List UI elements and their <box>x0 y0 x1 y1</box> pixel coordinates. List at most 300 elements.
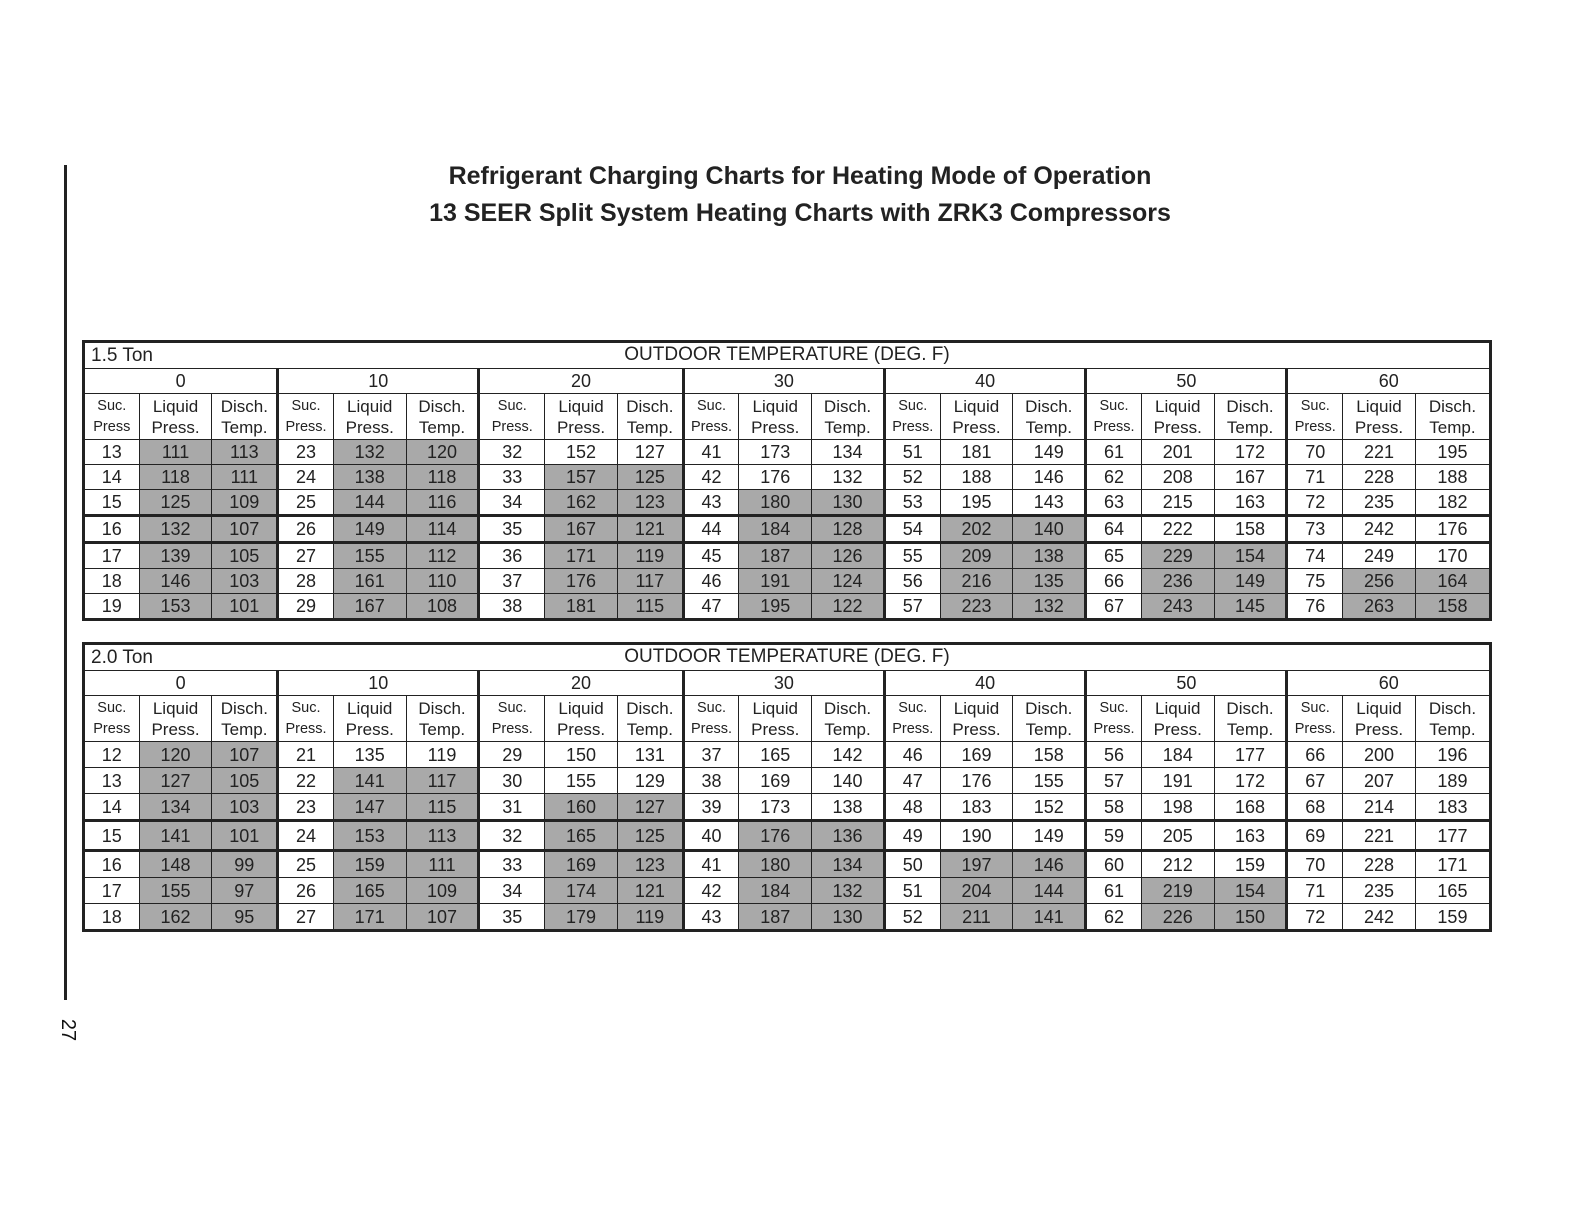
table-row <box>84 440 1491 465</box>
liquid-pressure-cell: 207 <box>1343 768 1416 794</box>
suction-pressure-cell: 52 <box>884 904 940 931</box>
column-header-row <box>84 696 1491 742</box>
liquid-pressure-cell: 171 <box>545 543 618 569</box>
discharge-temp-cell: 108 <box>406 594 479 620</box>
liquid-pressure-cell: 179 <box>545 904 618 931</box>
discharge-temp-cell: 146 <box>1013 465 1086 490</box>
liquid-pressure-cell: 221 <box>1343 440 1416 465</box>
header-line: Temp. <box>1226 719 1274 739</box>
liquid-pressure-header <box>1343 394 1416 440</box>
discharge-temp-cell: 107 <box>212 742 278 768</box>
liquid-pressure-cell: 191 <box>739 569 812 594</box>
liquid-pressure-cell: 181 <box>940 440 1013 465</box>
discharge-temp-cell: 144 <box>1013 878 1086 904</box>
suction-pressure-cell: 51 <box>884 878 940 904</box>
liquid-pressure-cell: 165 <box>545 821 618 851</box>
discharge-temp-cell: 159 <box>1415 904 1490 931</box>
discharge-temp-cell: 124 <box>812 569 885 594</box>
liquid-pressure-cell: 181 <box>545 594 618 620</box>
suction-pressure-cell: 31 <box>479 794 545 821</box>
liquid-pressure-cell: 180 <box>739 851 812 878</box>
discharge-temp-cell: 97 <box>212 878 278 904</box>
header-line: Disch. <box>418 698 466 718</box>
header-line: Suc. <box>1300 397 1330 414</box>
header-line: Suc. <box>898 699 928 716</box>
liquid-pressure-cell: 180 <box>739 490 812 516</box>
temperature-group-header: 40 <box>884 369 1085 394</box>
suction-pressure-cell: 67 <box>1287 768 1343 794</box>
suction-pressure-cell: 41 <box>683 851 739 878</box>
liquid-pressure-cell: 138 <box>333 465 406 490</box>
suction-pressure-header <box>84 696 140 742</box>
temperature-group-header: 0 <box>84 369 278 394</box>
liquid-pressure-cell: 228 <box>1343 465 1416 490</box>
suction-pressure-cell: 38 <box>683 768 739 794</box>
header-line: Liquid <box>347 698 393 718</box>
suction-pressure-cell: 23 <box>278 440 334 465</box>
liquid-pressure-cell: 159 <box>333 851 406 878</box>
suction-pressure-header <box>683 696 739 742</box>
table-row <box>84 594 1491 620</box>
discharge-temp-cell: 121 <box>617 878 683 904</box>
discharge-temp-cell: 163 <box>1214 821 1287 851</box>
discharge-temp-cell: 129 <box>617 768 683 794</box>
liquid-pressure-cell: 190 <box>940 821 1013 851</box>
table-row <box>84 465 1491 490</box>
discharge-temp-cell: 132 <box>812 878 885 904</box>
suction-pressure-cell: 47 <box>683 594 739 620</box>
suction-pressure-cell: 51 <box>884 440 940 465</box>
liquid-pressure-cell: 184 <box>739 516 812 543</box>
table-row <box>84 516 1491 543</box>
discharge-temp-header <box>1214 696 1287 742</box>
suction-pressure-cell: 63 <box>1086 490 1142 516</box>
liquid-pressure-cell: 183 <box>940 794 1013 821</box>
suction-pressure-header <box>1287 394 1343 440</box>
suction-pressure-cell: 62 <box>1086 904 1142 931</box>
temperature-group-header: 10 <box>278 369 479 394</box>
suction-pressure-cell: 70 <box>1287 851 1343 878</box>
suction-pressure-cell: 24 <box>278 821 334 851</box>
discharge-temp-cell: 138 <box>812 794 885 821</box>
suction-pressure-cell: 46 <box>683 569 739 594</box>
suction-pressure-cell: 23 <box>278 794 334 821</box>
suction-pressure-cell: 22 <box>278 768 334 794</box>
suction-pressure-cell: 43 <box>683 490 739 516</box>
suction-pressure-cell: 76 <box>1287 594 1343 620</box>
liquid-pressure-cell: 235 <box>1343 878 1416 904</box>
suction-pressure-cell: 34 <box>479 490 545 516</box>
liquid-pressure-cell: 152 <box>545 440 618 465</box>
liquid-pressure-cell: 162 <box>545 490 618 516</box>
temperature-group-header: 30 <box>683 671 884 696</box>
liquid-pressure-cell: 150 <box>545 742 618 768</box>
discharge-temp-cell: 154 <box>1214 878 1287 904</box>
suction-pressure-cell: 57 <box>1086 768 1142 794</box>
suction-pressure-cell: 40 <box>683 821 739 851</box>
header-line: Temp. <box>824 719 871 739</box>
liquid-pressure-cell: 165 <box>333 878 406 904</box>
suction-pressure-cell: 48 <box>884 794 940 821</box>
liquid-pressure-header <box>940 394 1013 440</box>
discharge-temp-cell: 183 <box>1415 794 1490 821</box>
header-line: Suc. <box>97 699 127 716</box>
header-line: Temp. <box>1226 417 1274 437</box>
discharge-temp-cell: 149 <box>1013 821 1086 851</box>
liquid-pressure-cell: 167 <box>545 516 618 543</box>
liquid-pressure-cell: 132 <box>139 516 212 543</box>
header-line: Press. <box>690 720 733 737</box>
suction-pressure-cell: 67 <box>1086 594 1142 620</box>
suction-pressure-cell: 54 <box>884 516 940 543</box>
liquid-pressure-cell: 176 <box>739 465 812 490</box>
discharge-temp-cell: 120 <box>406 440 479 465</box>
liquid-pressure-header <box>1343 696 1416 742</box>
suction-pressure-cell: 65 <box>1086 543 1142 569</box>
header-line: Disch. <box>220 396 268 416</box>
suction-pressure-cell: 74 <box>1287 543 1343 569</box>
suction-pressure-cell: 21 <box>278 742 334 768</box>
liquid-pressure-cell: 148 <box>139 851 212 878</box>
table-row <box>84 878 1491 904</box>
discharge-temp-cell: 127 <box>617 794 683 821</box>
header-line: Liquid <box>152 698 199 718</box>
suction-pressure-cell: 43 <box>683 904 739 931</box>
liquid-pressure-header <box>545 696 618 742</box>
header-line: Suc. <box>291 699 321 716</box>
liquid-pressure-cell: 187 <box>739 543 812 569</box>
liquid-pressure-cell: 134 <box>139 794 212 821</box>
discharge-temp-cell: 152 <box>1013 794 1086 821</box>
discharge-temp-cell: 119 <box>406 742 479 768</box>
discharge-temp-cell: 176 <box>1415 516 1490 543</box>
liquid-pressure-header <box>940 696 1013 742</box>
suction-pressure-cell: 18 <box>84 569 140 594</box>
discharge-temp-cell: 177 <box>1214 742 1287 768</box>
header-line: Press. <box>151 417 200 437</box>
table-row <box>84 543 1491 569</box>
chart-header-cell <box>84 342 1491 369</box>
temperature-group-row <box>84 671 1491 696</box>
liquid-pressure-cell: 229 <box>1141 543 1214 569</box>
liquid-pressure-cell: 169 <box>940 742 1013 768</box>
discharge-temp-cell: 134 <box>812 851 885 878</box>
liquid-pressure-header <box>739 394 812 440</box>
header-line: Press. <box>556 417 606 437</box>
chart-header-cell <box>84 644 1491 671</box>
suction-pressure-header <box>884 696 940 742</box>
liquid-pressure-cell: 135 <box>333 742 406 768</box>
discharge-temp-cell: 177 <box>1415 821 1490 851</box>
discharge-temp-cell: 105 <box>212 768 278 794</box>
header-line: Disch. <box>1428 396 1477 416</box>
discharge-temp-cell: 163 <box>1214 490 1287 516</box>
suction-pressure-cell: 13 <box>84 768 140 794</box>
liquid-pressure-cell: 204 <box>940 878 1013 904</box>
header-line: Suc. <box>1099 699 1129 716</box>
suction-pressure-cell: 61 <box>1086 878 1142 904</box>
header-line: Press. <box>751 719 800 739</box>
suction-pressure-cell: 12 <box>84 742 140 768</box>
liquid-pressure-cell: 167 <box>333 594 406 620</box>
charging-chart-2-0-ton <box>82 642 1492 932</box>
header-line: Temp. <box>1429 719 1476 739</box>
liquid-pressure-cell: 214 <box>1343 794 1416 821</box>
liquid-pressure-header <box>739 696 812 742</box>
liquid-pressure-cell: 153 <box>139 594 212 620</box>
header-line: Press. <box>1294 418 1336 435</box>
discharge-temp-cell: 131 <box>617 742 683 768</box>
liquid-pressure-cell: 249 <box>1343 543 1416 569</box>
discharge-temp-cell: 172 <box>1214 768 1287 794</box>
discharge-temp-cell: 158 <box>1013 742 1086 768</box>
header-line: Liquid <box>752 396 798 416</box>
discharge-temp-cell: 138 <box>1013 543 1086 569</box>
header-line: Press. <box>491 720 533 737</box>
liquid-pressure-cell: 147 <box>333 794 406 821</box>
suction-pressure-header <box>479 696 545 742</box>
header-line: Temp. <box>824 417 871 437</box>
discharge-temp-cell: 128 <box>812 516 885 543</box>
liquid-pressure-cell: 169 <box>545 851 618 878</box>
liquid-pressure-cell: 219 <box>1141 878 1214 904</box>
liquid-pressure-cell: 174 <box>545 878 618 904</box>
table-row <box>84 821 1491 851</box>
suction-pressure-cell: 64 <box>1086 516 1142 543</box>
suction-pressure-cell: 59 <box>1086 821 1142 851</box>
suction-pressure-cell: 17 <box>84 543 140 569</box>
liquid-pressure-cell: 195 <box>739 594 812 620</box>
suction-pressure-header <box>683 394 739 440</box>
discharge-temp-cell: 107 <box>406 904 479 931</box>
suction-pressure-header <box>1086 696 1142 742</box>
header-line: Disch. <box>823 396 872 416</box>
discharge-temp-cell: 109 <box>212 490 278 516</box>
suction-pressure-cell: 15 <box>84 490 140 516</box>
discharge-temp-cell: 158 <box>1214 516 1287 543</box>
header-line: Press. <box>345 417 394 437</box>
header-line: Suc. <box>97 397 127 414</box>
header-line: Disch. <box>1428 698 1477 718</box>
header-line: Liquid <box>953 698 1000 718</box>
liquid-pressure-cell: 144 <box>333 490 406 516</box>
discharge-temp-cell: 132 <box>1013 594 1086 620</box>
discharge-temp-cell: 141 <box>1013 904 1086 931</box>
discharge-temp-cell: 114 <box>406 516 479 543</box>
header-line: Temp. <box>418 719 466 739</box>
discharge-temp-cell: 125 <box>617 465 683 490</box>
discharge-temp-header <box>812 394 885 440</box>
liquid-pressure-cell: 242 <box>1343 516 1416 543</box>
header-line: Suc. <box>898 397 928 414</box>
discharge-temp-cell: 123 <box>617 851 683 878</box>
suction-pressure-cell: 30 <box>479 768 545 794</box>
suction-pressure-cell: 42 <box>683 465 739 490</box>
header-line: Press. <box>1294 720 1336 737</box>
discharge-temp-cell: 154 <box>1214 543 1287 569</box>
suction-pressure-cell: 35 <box>479 904 545 931</box>
liquid-pressure-cell: 139 <box>139 543 212 569</box>
page-margin-rule <box>64 165 67 1000</box>
suction-pressure-cell: 56 <box>1086 742 1142 768</box>
header-line: Liquid <box>1356 698 1402 718</box>
liquid-pressure-cell: 155 <box>139 878 212 904</box>
table-row <box>84 768 1491 794</box>
discharge-temp-header <box>1415 696 1490 742</box>
suction-pressure-cell: 13 <box>84 440 140 465</box>
liquid-pressure-cell: 216 <box>940 569 1013 594</box>
header-line: Suc. <box>497 699 527 716</box>
discharge-temp-cell: 103 <box>212 794 278 821</box>
liquid-pressure-cell: 176 <box>545 569 618 594</box>
header-line: Press. <box>285 720 327 737</box>
header-line: Press. <box>345 719 394 739</box>
liquid-pressure-cell: 153 <box>333 821 406 851</box>
suction-pressure-cell: 70 <box>1287 440 1343 465</box>
suction-pressure-header <box>479 394 545 440</box>
discharge-temp-cell: 101 <box>212 594 278 620</box>
suction-pressure-cell: 71 <box>1287 465 1343 490</box>
header-line: Liquid <box>152 396 199 416</box>
discharge-temp-cell: 130 <box>812 490 885 516</box>
header-line: Temp. <box>221 417 268 437</box>
liquid-pressure-cell: 162 <box>139 904 212 931</box>
header-line: Press. <box>751 417 800 437</box>
header-line: Liquid <box>558 698 604 718</box>
discharge-temp-cell: 123 <box>617 490 683 516</box>
suction-pressure-cell: 57 <box>884 594 940 620</box>
header-line: Press. <box>952 719 1001 739</box>
suction-pressure-cell: 55 <box>884 543 940 569</box>
discharge-temp-cell: 158 <box>1415 594 1490 620</box>
tonnage-label: 2.0 Ton <box>91 646 153 668</box>
header-line: Disch. <box>823 698 872 718</box>
suction-pressure-header <box>1086 394 1142 440</box>
discharge-temp-header <box>212 394 278 440</box>
liquid-pressure-cell: 165 <box>739 742 812 768</box>
suction-pressure-cell: 69 <box>1287 821 1343 851</box>
liquid-pressure-cell: 198 <box>1141 794 1214 821</box>
discharge-temp-cell: 122 <box>812 594 885 620</box>
suction-pressure-cell: 75 <box>1287 569 1343 594</box>
header-line: Press. <box>151 719 200 739</box>
temperature-group-header: 60 <box>1287 671 1491 696</box>
liquid-pressure-cell: 125 <box>139 490 212 516</box>
table-row <box>84 851 1491 878</box>
discharge-temp-cell: 140 <box>812 768 885 794</box>
header-line: Press. <box>1093 418 1135 435</box>
discharge-temp-cell: 110 <box>406 569 479 594</box>
liquid-pressure-cell: 211 <box>940 904 1013 931</box>
discharge-temp-cell: 112 <box>406 543 479 569</box>
discharge-temp-header <box>1415 394 1490 440</box>
temperature-group-header: 20 <box>479 369 683 394</box>
discharge-temp-cell: 146 <box>1013 851 1086 878</box>
suction-pressure-cell: 72 <box>1287 904 1343 931</box>
header-line: Suc. <box>697 699 727 716</box>
liquid-pressure-cell: 111 <box>139 440 212 465</box>
liquid-pressure-cell: 195 <box>940 490 1013 516</box>
discharge-temp-cell: 101 <box>212 821 278 851</box>
discharge-temp-cell: 142 <box>812 742 885 768</box>
header-line: Disch. <box>220 698 268 718</box>
suction-pressure-cell: 29 <box>479 742 545 768</box>
liquid-pressure-cell: 160 <box>545 794 618 821</box>
liquid-pressure-cell: 226 <box>1141 904 1214 931</box>
discharge-temp-cell: 149 <box>1013 440 1086 465</box>
liquid-pressure-cell: 236 <box>1141 569 1214 594</box>
column-header-row <box>84 394 1491 440</box>
discharge-temp-cell: 109 <box>406 878 479 904</box>
temperature-group-header: 30 <box>683 369 884 394</box>
page-title: Refrigerant Charging Charts for Heating Mode of Operation <box>448 162 1152 190</box>
discharge-temp-cell: 103 <box>212 569 278 594</box>
temperature-group-header: 50 <box>1086 671 1287 696</box>
liquid-pressure-header <box>1141 696 1214 742</box>
liquid-pressure-cell: 212 <box>1141 851 1214 878</box>
header-line: Suc. <box>497 397 527 414</box>
suction-pressure-cell: 72 <box>1287 490 1343 516</box>
chart-header-row <box>84 342 1491 369</box>
suction-pressure-cell: 68 <box>1287 794 1343 821</box>
suction-pressure-cell: 18 <box>84 904 140 931</box>
liquid-pressure-cell: 209 <box>940 543 1013 569</box>
discharge-temp-cell: 115 <box>406 794 479 821</box>
discharge-temp-cell: 121 <box>617 516 683 543</box>
page-subtitle: 13 SEER Split System Heating Charts with ZRK3 Compressors <box>429 199 1171 227</box>
suction-pressure-cell: 52 <box>884 465 940 490</box>
suction-pressure-cell: 33 <box>479 851 545 878</box>
discharge-temp-cell: 99 <box>212 851 278 878</box>
suction-pressure-cell: 61 <box>1086 440 1142 465</box>
header-line: Temp. <box>626 719 673 739</box>
charging-chart-1-5-ton <box>82 340 1492 621</box>
header-line: Liquid <box>558 396 604 416</box>
discharge-temp-cell: 95 <box>212 904 278 931</box>
header-line: Disch. <box>1025 396 1073 416</box>
liquid-pressure-cell: 201 <box>1141 440 1214 465</box>
suction-pressure-header <box>84 394 140 440</box>
header-line: Press. <box>1153 719 1202 739</box>
liquid-pressure-cell: 208 <box>1141 465 1214 490</box>
suction-pressure-cell: 71 <box>1287 878 1343 904</box>
header-line: Liquid <box>1155 698 1201 718</box>
temperature-group-header: 20 <box>479 671 683 696</box>
liquid-pressure-cell: 132 <box>333 440 406 465</box>
header-line: Suc. <box>697 397 727 414</box>
liquid-pressure-cell: 215 <box>1141 490 1214 516</box>
liquid-pressure-cell: 263 <box>1343 594 1416 620</box>
suction-pressure-cell: 37 <box>683 742 739 768</box>
suction-pressure-cell: 16 <box>84 851 140 878</box>
suction-pressure-cell: 73 <box>1287 516 1343 543</box>
discharge-temp-header <box>1013 394 1086 440</box>
discharge-temp-header <box>1214 394 1287 440</box>
suction-pressure-cell: 15 <box>84 821 140 851</box>
liquid-pressure-cell: 127 <box>139 768 212 794</box>
liquid-pressure-cell: 187 <box>739 904 812 931</box>
header-line: Press. <box>952 417 1001 437</box>
discharge-temp-cell: 111 <box>212 465 278 490</box>
liquid-pressure-header <box>1141 394 1214 440</box>
liquid-pressure-cell: 155 <box>333 543 406 569</box>
discharge-temp-cell: 145 <box>1214 594 1287 620</box>
discharge-temp-cell: 135 <box>1013 569 1086 594</box>
suction-pressure-cell: 66 <box>1287 742 1343 768</box>
discharge-temp-cell: 143 <box>1013 490 1086 516</box>
liquid-pressure-cell: 173 <box>739 440 812 465</box>
header-line: Suc. <box>291 397 321 414</box>
